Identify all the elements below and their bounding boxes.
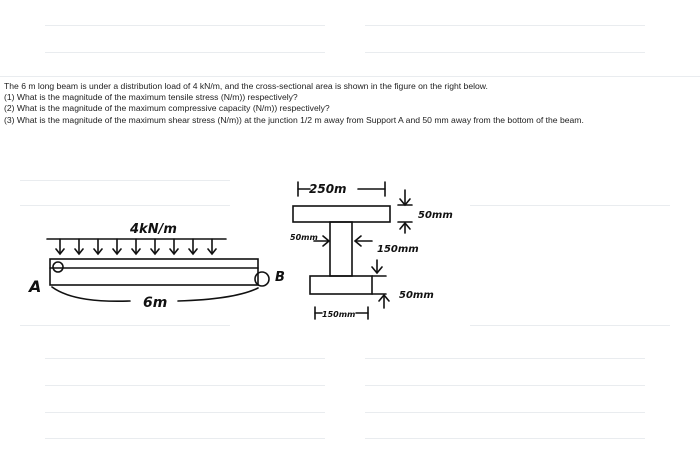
bottom-width-label: 150mm (322, 310, 356, 319)
top-flange-label: 50mm (418, 210, 453, 221)
web-thickness-label: 50mm (290, 233, 318, 242)
support-b-label: B (275, 270, 285, 285)
support-a-pin (53, 262, 63, 272)
question-part-1: (1) What is the magnitude of the maximum tensile stress (N/m)) respectively? (4, 92, 298, 103)
top-width-label: 250m (309, 182, 347, 196)
span-dimension (52, 287, 130, 301)
question-intro: The 6 m long beam is under a distribution load of 4 kN/m, and the cross-sectional area is shown in the figure on the right below. (4, 81, 488, 91)
bottom-flange (310, 276, 372, 294)
support-a-label: A (29, 277, 42, 296)
bottom-flange-label: 50mm (399, 290, 434, 301)
load-label: 4kN/m (130, 222, 177, 237)
beam (50, 259, 258, 285)
question-part-3: (3) What is the magnitude of the maximum shear stress (N/m)) at the junction 1/2 m away from Support A and 50 mm away from the bottom of the beam. (4, 114, 584, 125)
span-label: 6m (143, 295, 168, 311)
top-flange (293, 206, 390, 222)
support-b-roller (255, 272, 269, 286)
question-part-2: (2) What is the magnitude of the maximum compressive capacity (N/m)) respectively? (4, 103, 330, 114)
load-arrows (56, 239, 216, 254)
web-height-label: 150mm (377, 244, 419, 255)
web (330, 222, 352, 276)
